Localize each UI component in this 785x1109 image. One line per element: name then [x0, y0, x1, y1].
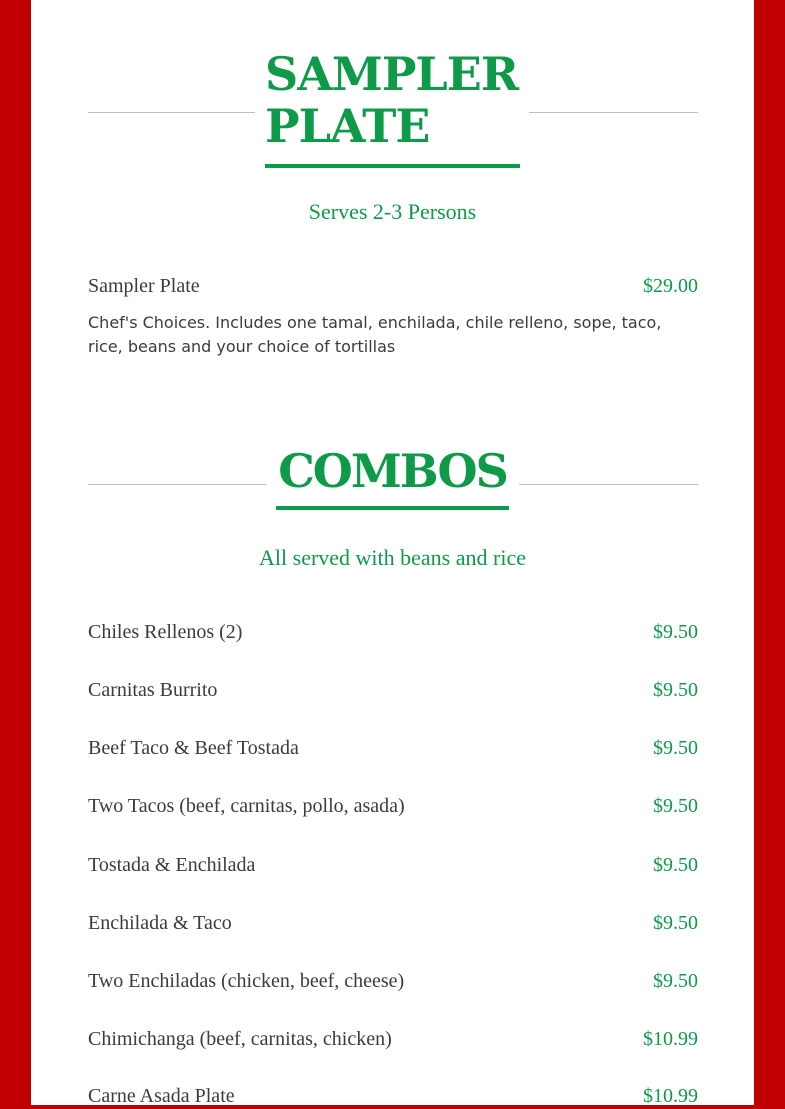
item-price: $10.99: [643, 1027, 698, 1050]
item-name: Carnitas Burrito: [88, 678, 218, 701]
item-price: $9.50: [653, 678, 698, 701]
item-price: $9.50: [653, 853, 698, 876]
item-description: Chef's Choices. Includes one tamal, enchilada, chile relleno, sope, taco, rice, beans and your choice of tortillas: [88, 313, 662, 356]
menu-item: [88, 735, 698, 761]
left-divider: [88, 112, 255, 113]
item-name: Carne Asada Plate: [88, 1084, 235, 1107]
menu-item: [88, 1026, 698, 1052]
item-price: $9.50: [653, 736, 698, 759]
menu-item: [88, 1083, 698, 1109]
sampler-title-line2: PLATE: [265, 99, 430, 153]
item-price: $9.50: [653, 969, 698, 992]
combos-section-header: [88, 430, 698, 520]
right-divider: [519, 484, 698, 485]
item-price: $10.99: [643, 1084, 698, 1107]
menu-item: [88, 968, 698, 994]
sampler-section-title: [265, 48, 520, 168]
menu-page: [31, 0, 754, 1105]
item-price: $9.50: [653, 794, 698, 817]
item-price: $9.50: [653, 620, 698, 643]
item-name: Sampler Plate: [88, 274, 200, 297]
sampler-subtitle: Serves 2-3 Persons: [308, 199, 477, 224]
menu-item: [88, 677, 698, 703]
menu-item: [88, 619, 698, 645]
sampler-section-header: [88, 0, 698, 170]
right-divider: [529, 112, 698, 113]
item-name: Two Tacos (beef, carnitas, pollo, asada): [88, 794, 405, 817]
item-price: $9.50: [653, 911, 698, 934]
sampler-title-line1: SAMPLER: [265, 47, 519, 101]
menu-item: [88, 852, 698, 878]
item-name: Beef Taco & Beef Tostada: [88, 736, 299, 759]
combos-subtitle: All served with beans and rice: [259, 545, 526, 570]
combos-section-title: COMBOS: [276, 443, 509, 510]
menu-item-sampler-plate: [88, 273, 698, 299]
item-name: Enchilada & Taco: [88, 911, 232, 934]
item-name: Chiles Rellenos (2): [88, 620, 243, 643]
item-price: $29.00: [643, 274, 698, 297]
item-name: Tostada & Enchilada: [88, 853, 256, 876]
left-divider: [88, 484, 266, 485]
item-name: Two Enchiladas (chicken, beef, cheese): [88, 969, 405, 992]
item-name: Chimichanga (beef, carnitas, chicken): [88, 1027, 392, 1050]
menu-item: [88, 793, 698, 819]
menu-item: [88, 910, 698, 936]
